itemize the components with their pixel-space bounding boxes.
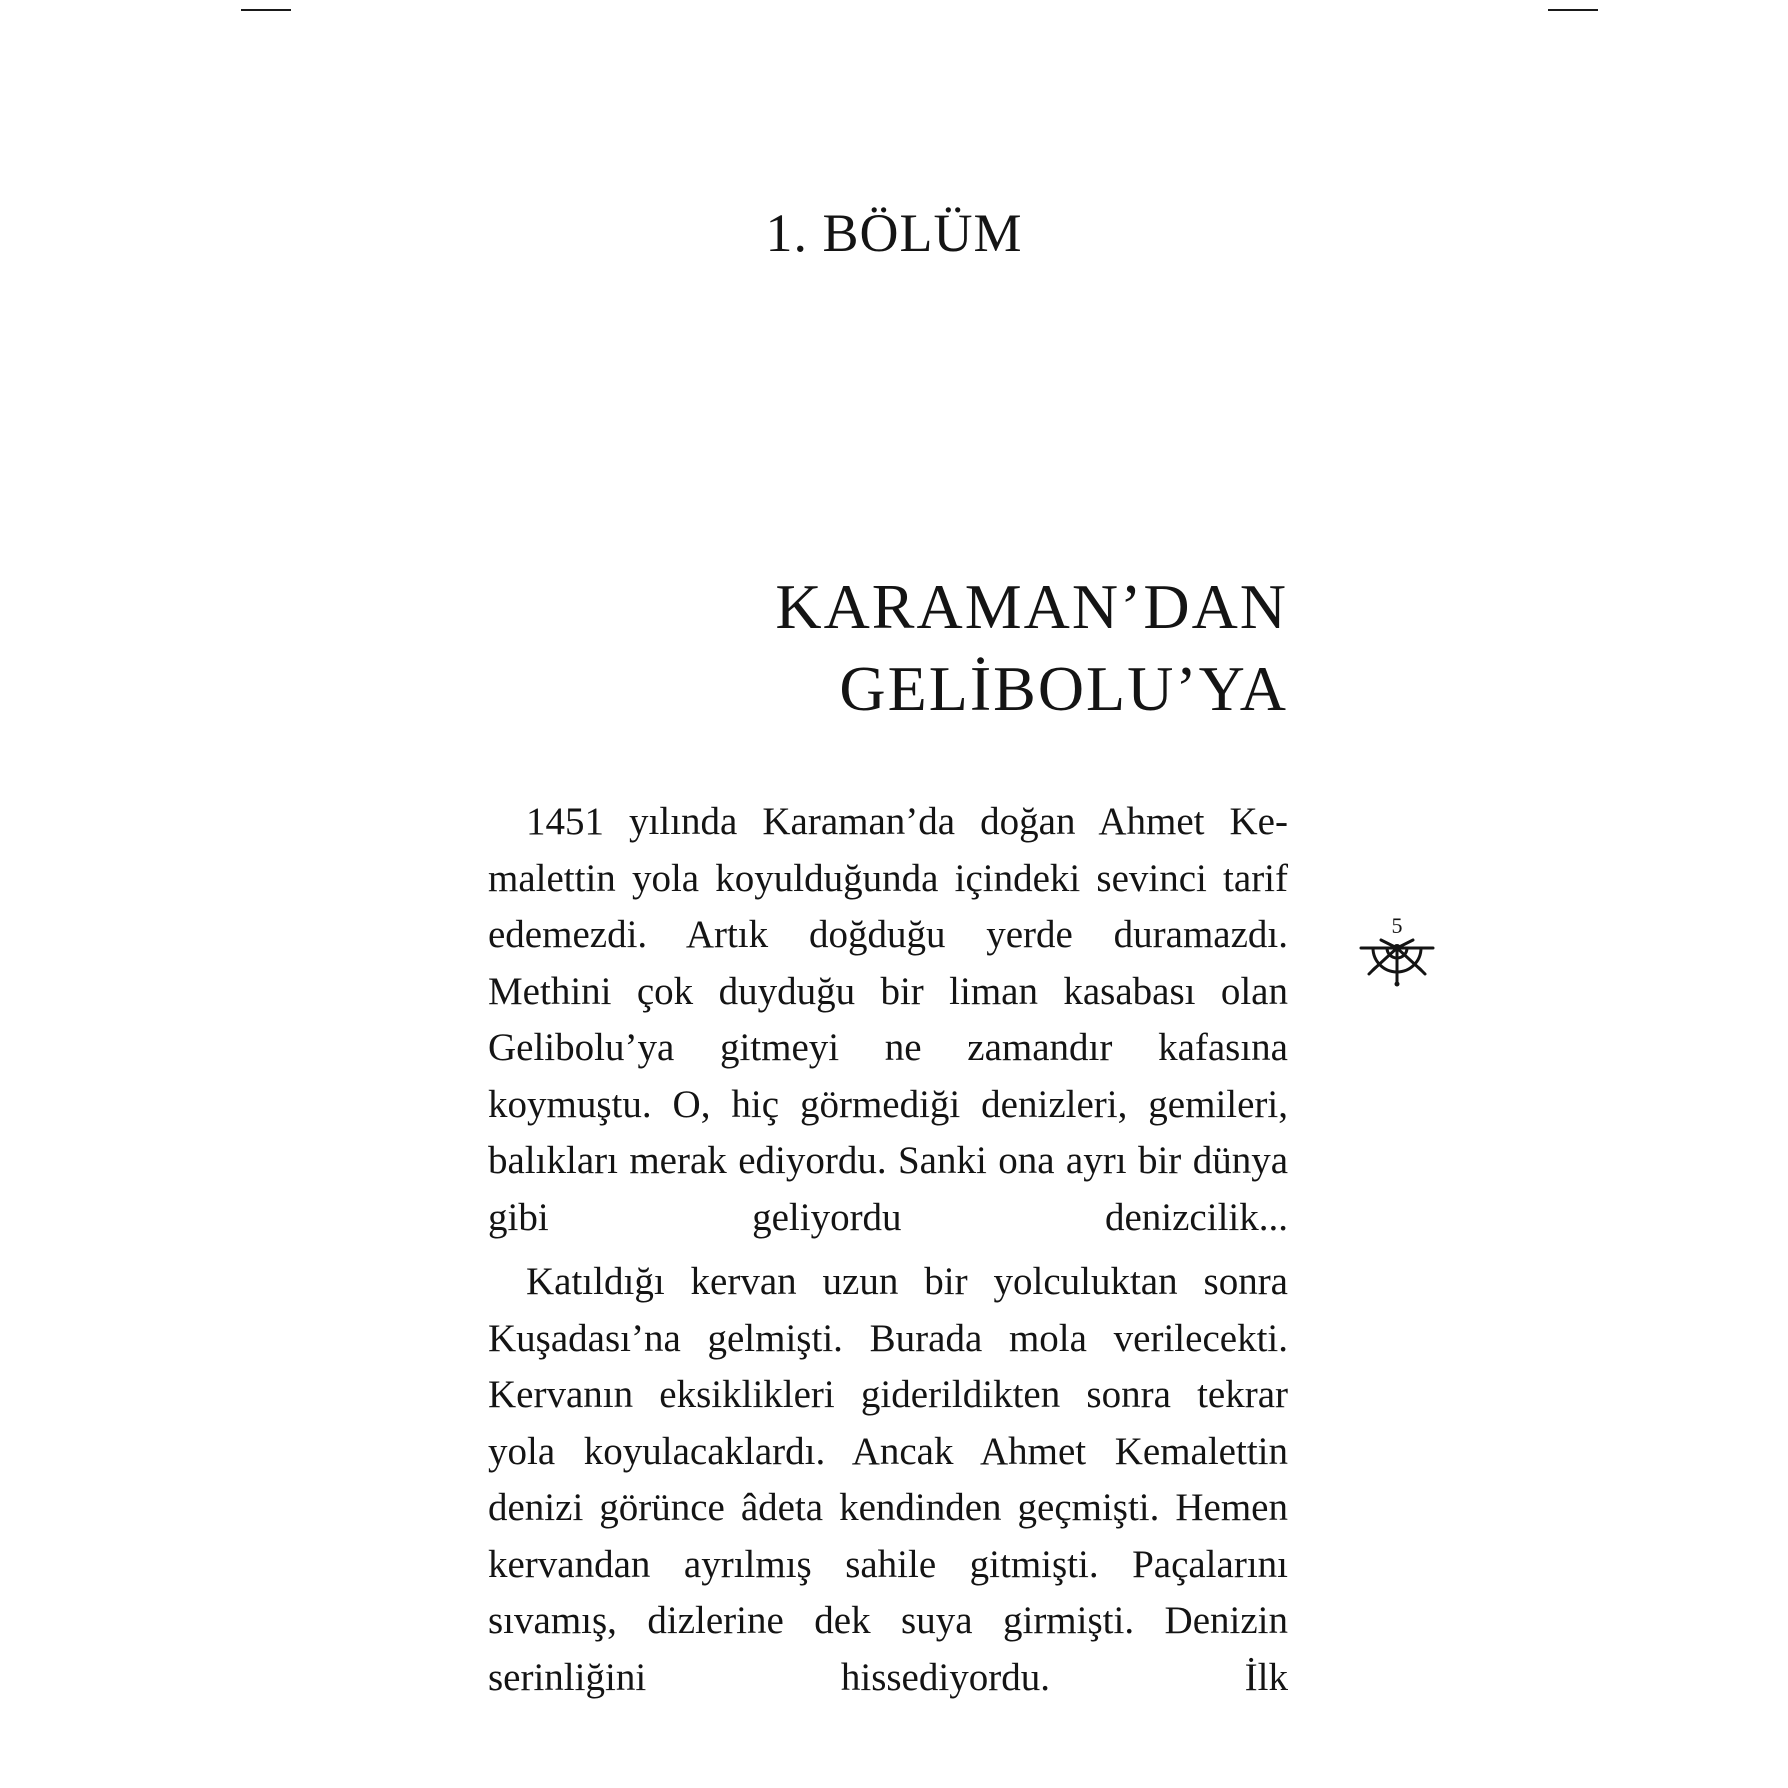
- chapter-title-line-2: GELİBOLU’YA: [839, 653, 1288, 724]
- crop-mark-right: [1548, 9, 1598, 11]
- crop-mark-left: [241, 9, 291, 11]
- body-text: [488, 794, 1288, 1706]
- chapter-number: 1. BÖLÜM: [765, 203, 1023, 263]
- paragraph-2: Katıldığı kervan uzun bir yolculuktan sonra Kuşadası’na gelmişti. Burada mola verilecekti. Kervanın eksiklikleri giderildikten sonra tekrar yola koyulacaklardı. Ancak Ahmet Kemalettin denizi görünce âdeta kendinden geçmişti. Hemen kervandan ayrılmış sahile gitmişti. Paçalarını sıvamış, dizlerine dek suya girmişti. Denizin serinliğini hissediyordu. İlk: [488, 1260, 1288, 1699]
- chapter-title: [600, 566, 1288, 730]
- page-marker: [1355, 914, 1439, 988]
- page-number: 5: [1391, 913, 1403, 938]
- paragraph-1: 1451 yılında Karaman’da doğan Ahmet Kemalettin yola koyulduğunda içindeki sevinci tarif edemezdi. Artık doğduğu yerde duramazdı. Methini çok duyduğu bir liman kasabası olan Gelibolu’ya gitmeyi ne zamandır kafasına koymuştu. O, hiç görmediği denizleri, gemileri, balıkları merak ediyordu. Sanki ona ayrı bir dünya gibi geliyordu denizcilik...: [488, 800, 1288, 1239]
- ship-wheel-icon: [1359, 936, 1435, 988]
- chapter-title-line-1: KARAMAN’DAN: [775, 571, 1288, 642]
